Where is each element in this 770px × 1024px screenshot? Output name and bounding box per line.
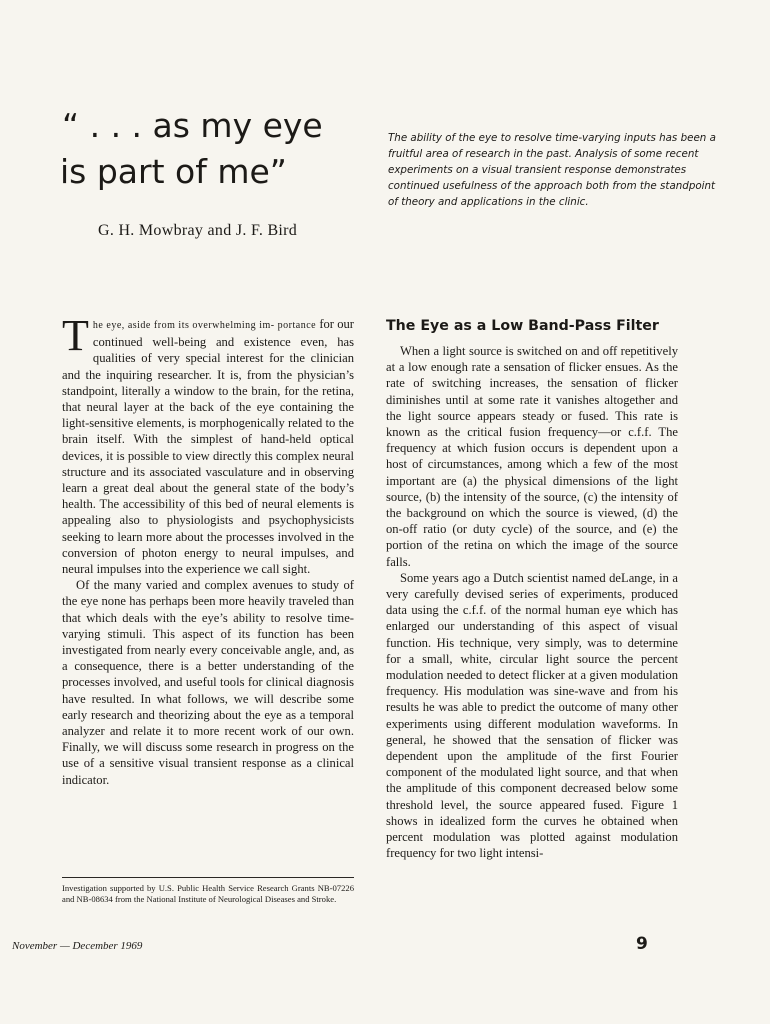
right-column: [386, 318, 678, 862]
left-column: [62, 311, 354, 788]
section-heading: The Eye as a Low Band-Pass Filter: [386, 318, 659, 334]
title-line-2: is part of me”: [60, 152, 287, 191]
article-authors: G. H. Mowbray and J. F. Bird: [98, 222, 298, 239]
intro-paragraph-text: for our continued well-being and existence even, has qualities of very special interest for the clinician and the inquiring researcher. It is, from the physician’s standpoint, literally a window to the brain, for the retina, that neural layer at the back of the eye containing the light-sensitive elements, is morphogenically related to the brain itself. With the simplest of hand-held optical devices, it is possible to view directly this complex neural structure and its associated vasculature and in observing learn a great deal about the general state of the body’s health. The accessibility of this bed of neural elements is appealing also to physiologists and psychophysicists seeking to learn more about the processes involved in the conversion of photon energy to neural impulses, and neural impulses into the experience we call sight.: [62, 317, 354, 577]
flicker-paragraph: When a light source is switched on and off repetitively at a low enough rate a sensation of flicker ensues. As the rate of switching increases, the sensation of flicker diminishes until at some rate it vanishes altogether and the light source appears steady or fused. This rate is known as the critical fusion frequency—or c.f.f. The frequency at which fusion occurs is dependent upon a host of circumstances, among which a few of the most important are (a) the physical dimensions of the light source, (b) the intensity of the source, (c) the intensity of the background on which the source is viewed, (d) the on-off ratio (or duty cycle) of the source, and (e) the portion of the retina on which the image of the source falls.: [386, 344, 678, 569]
issue-date: November — December 1969: [12, 940, 143, 952]
funding-footnote: Investigation supported by U.S. Public Health Service Research Grants NB-07226 and NB-08634 from the National Institute of Neurological Diseases and Stroke.: [62, 883, 354, 904]
drop-cap: T: [62, 311, 89, 360]
small-caps-opening: he eye, aside from its overwhelming im- portance: [92, 320, 317, 331]
footnote-divider: [62, 877, 354, 878]
article-abstract: The ability of the eye to resolve time-varying inputs has been a fruitful area of research in the past. Analysis of some recent experiments on a visual transient response demonstrates continued usefulness of the approach both from the standpoint of theory and applications in the clinic.: [388, 132, 716, 208]
second-paragraph: Of the many varied and complex avenues to study of the eye none has perhaps been more heavily traveled than that which deals with the eye’s ability to resolve time-varying stimuli. This aspect of its function has been investigated from nearly every conceivable angle, and, as a consequence, there is a better understanding of the processes involved, and useful tools for clinical diagnosis have resulted. In what follows, we will describe some early research and theorizing about the eye as a temporal analyzer and relate it to more recent work of our own. Finally, we will discuss some research in progress on the use of a sensitive visual transient response as a clinical indicator.: [62, 578, 354, 787]
article-title: [60, 103, 360, 195]
delange-paragraph: Some years ago a Dutch scientist named deLange, in a very carefully devised series of experiments, produced data using the c.f.f. of the normal human eye which has enlarged our understanding of this aspect of visual function. His technique, very simply, was to determine for a small, white, circular light source the percent modulation needed to detect flicker at a given modulation frequency. His modulation was sine-wave and from his results he was able to predict the outcome of many other experiments using different modulation waveforms. In general, he showed that the sensation of flicker was dependent upon the amplitude of the first Fourier component of the modulated light source, and that when the amplitude of this component decreased below some threshold level, the source appeared fused. Figure 1 shows in idealized form the curves he obtained when percent modulation was plotted against modulation frequency for two light intensi-: [386, 570, 678, 861]
intro-paragraph: [62, 311, 354, 577]
page-number: 9: [636, 934, 648, 954]
title-line-1: “ . . . as my eye: [62, 106, 323, 145]
